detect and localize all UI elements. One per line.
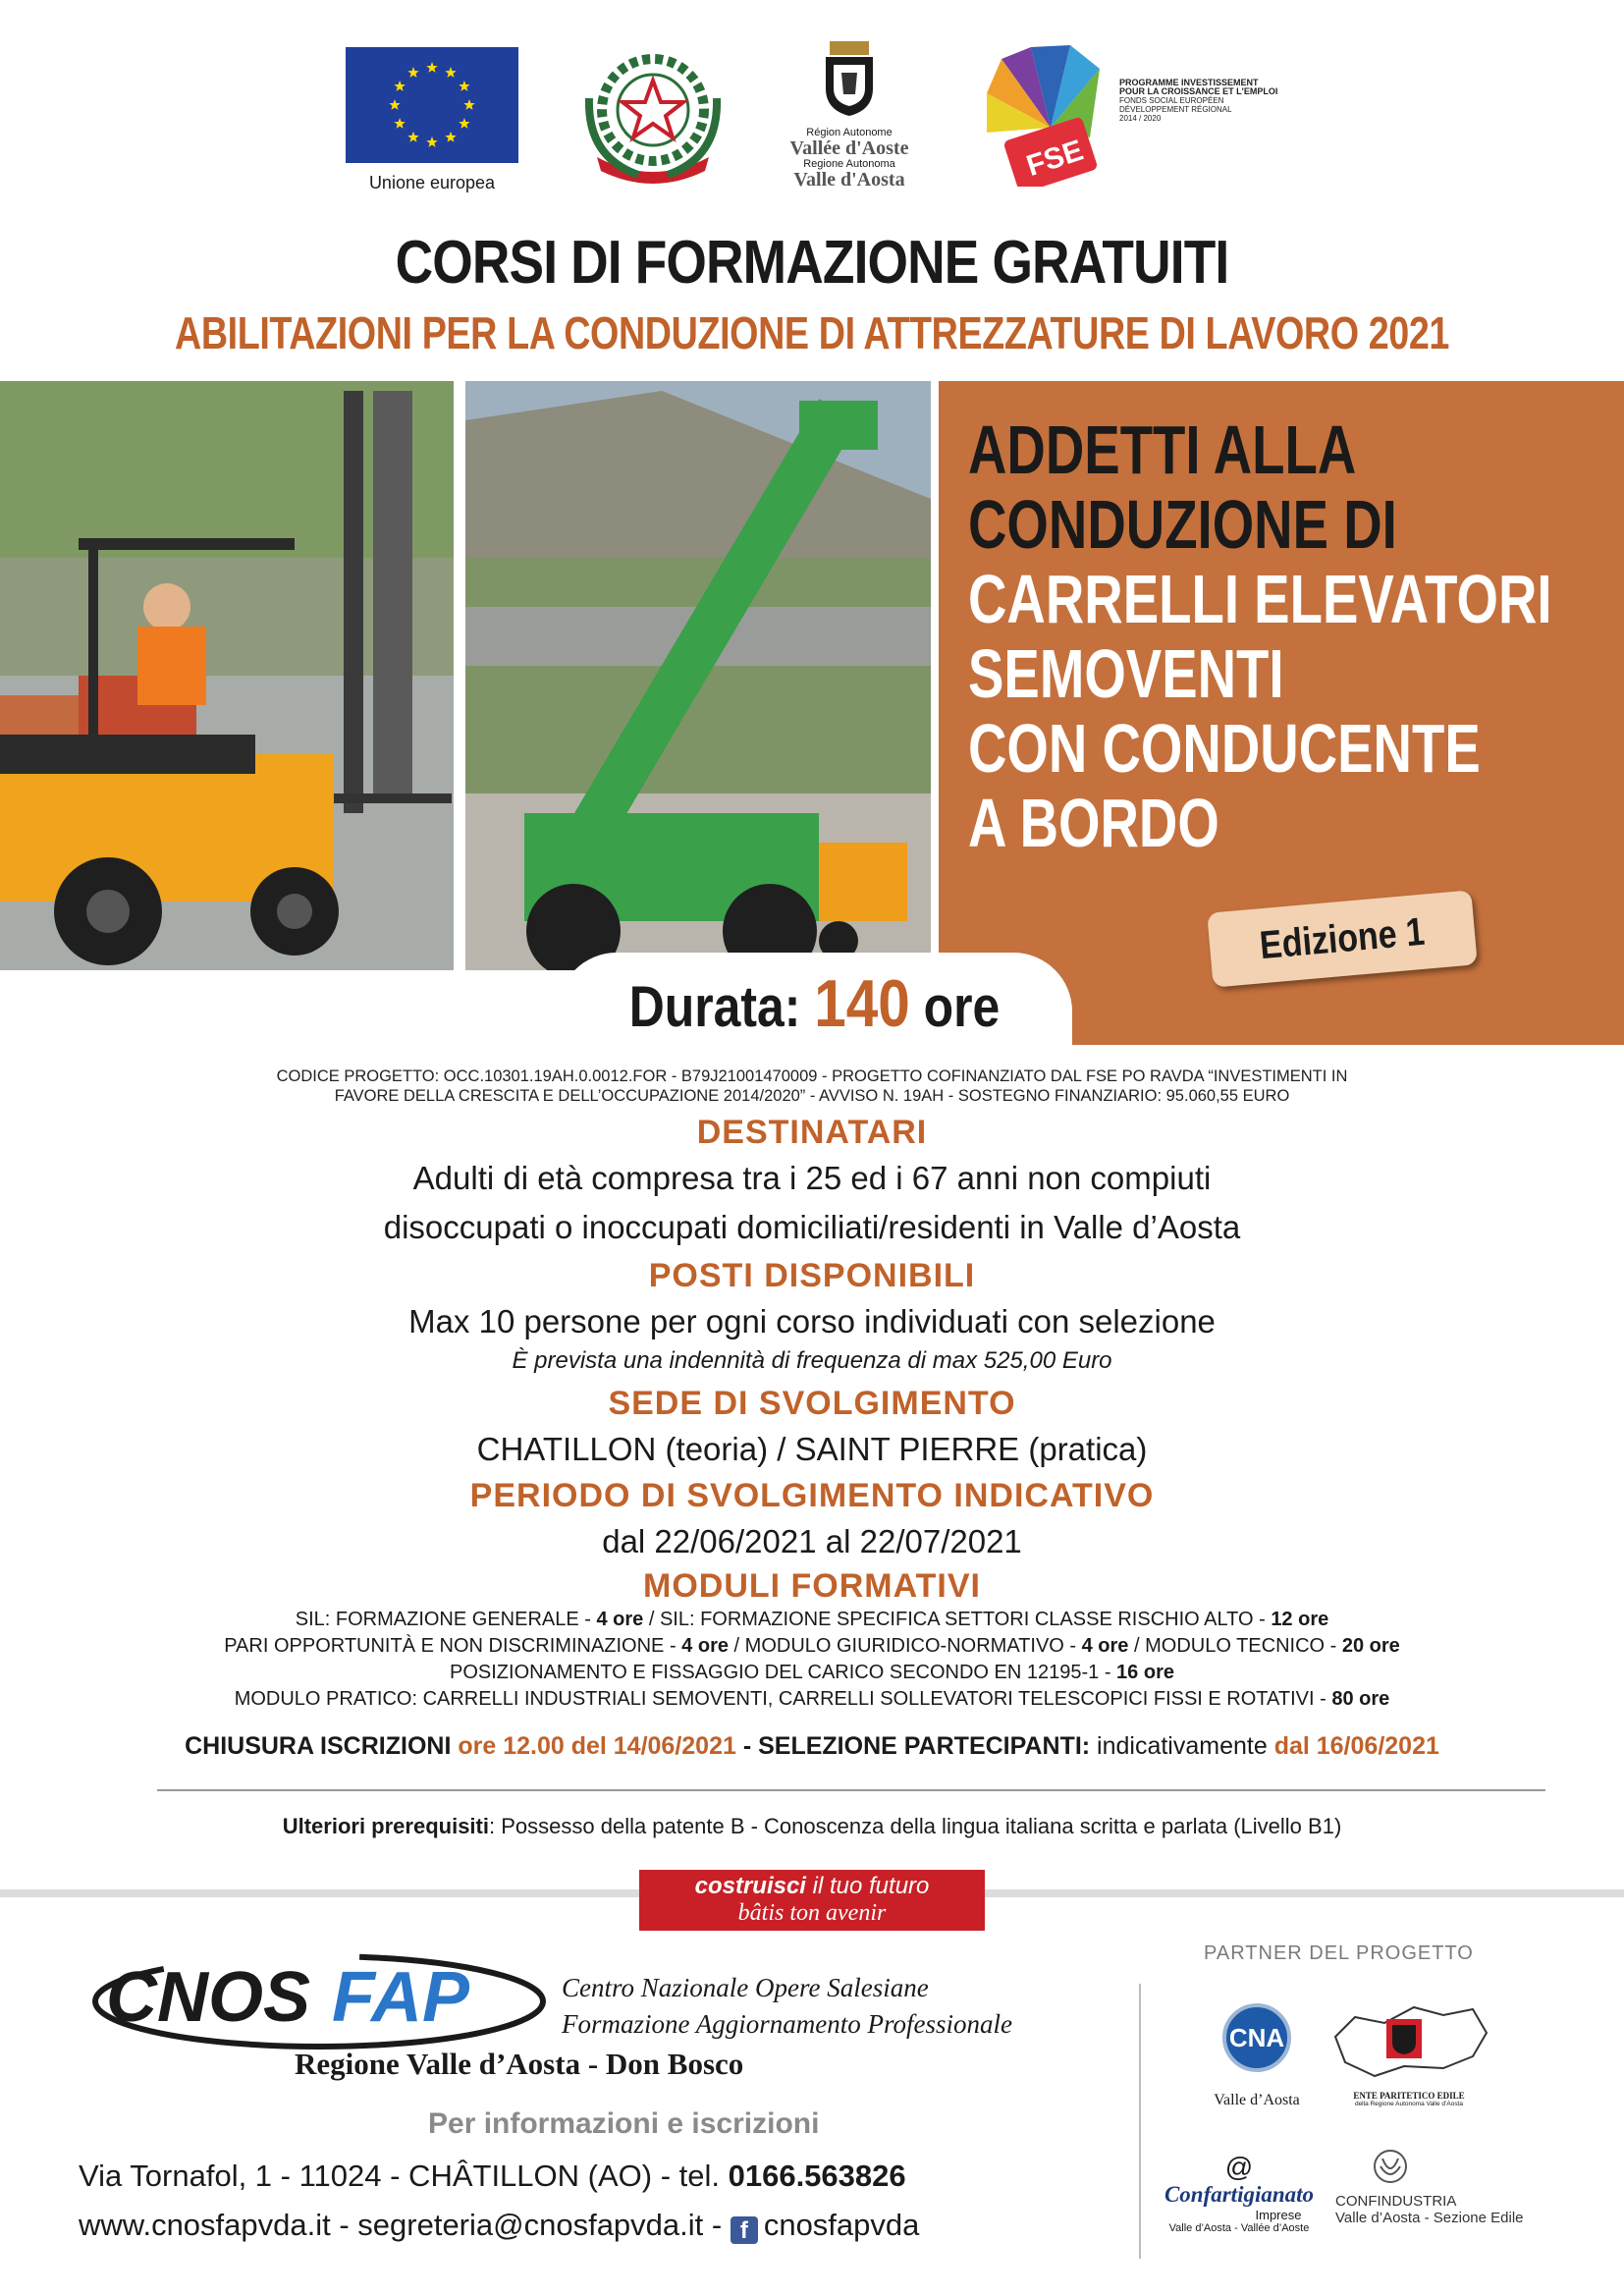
periodo-heading: PERIODO DI SVOLGIMENTO INDICATIVO <box>469 1477 1155 1514</box>
eu-caption: Unione europea <box>368 173 496 192</box>
cnosfap-logo <box>88 1942 550 2050</box>
confartigianato-name: Confartigianato <box>1164 2182 1315 2207</box>
moduli-l1-hours-a: 4 ore <box>596 1609 644 1630</box>
moduli-l4-a: MODULO PRATICO: CARRELLI INDUSTRIALI SEMOVENTI, CARRELLI SOLLEVATORI TELESCOPICI FISSI E ROTATIVI - <box>234 1688 1332 1710</box>
confindustria-logo <box>1335 2149 1561 2226</box>
moduli-l2-a: PARI OPPORTUNITÀ E NON DISCRIMINAZIONE - <box>224 1635 682 1657</box>
fse-logo <box>982 39 1296 196</box>
course-title-light <box>968 562 1552 860</box>
posti-line: Max 10 persone per ogni corso individuati con selezione <box>408 1303 1216 1339</box>
slogan-banner <box>639 1870 985 1931</box>
posti-heading: POSTI DISPONIBILI <box>648 1257 976 1294</box>
selection-label: - SELEZIONE PARTECIPANTI: <box>735 1732 1098 1760</box>
project-code-line-1: CODICE PROGETTO: OCC.10301.19AH.0.0012.FOR - B79J21001470009 - PROGETTO COFINANZIATO DAL FSE PO RAVDA “INVESTIMENTI IN <box>276 1067 1348 1085</box>
facebook-handle[interactable]: cnosfapvda <box>763 2208 920 2242</box>
fse-line-4: DÉVELOPPEMENT RÉGIONAL <box>1119 105 1232 114</box>
eu-star-icon <box>389 99 400 110</box>
slogan-bold: costruisci <box>694 1873 806 1899</box>
confindustria-icon <box>1373 2149 1408 2184</box>
web-and-email[interactable]: www.cnosfapvda.it - segreteria@cnosfapvda.it - <box>79 2208 731 2242</box>
cna-mark: CNA <box>1222 2003 1291 2072</box>
phone-number[interactable]: 0166.563826 <box>728 2159 906 2193</box>
cnosfap-subtitle-2: Formazione Aggiornamento Professionale <box>562 2009 1012 2039</box>
fse-text <box>1119 79 1286 123</box>
moduli-l2-e: / MODULO TECNICO - <box>1128 1635 1342 1657</box>
moduli-l4-hours: 80 ore <box>1331 1688 1390 1710</box>
moduli-l3-hours: 16 ore <box>1116 1662 1174 1683</box>
cna-logo <box>1198 2003 1316 2108</box>
eu-star-icon <box>407 132 418 142</box>
valle-daosta-logo <box>776 39 923 206</box>
ente-paritetico-logo <box>1326 1997 1492 2115</box>
eu-star-icon <box>407 67 418 78</box>
cnosfap-subtitle <box>562 1970 1012 2043</box>
destinatari-line-1: Adulti di età compresa tra i 25 ed i 67 anni non compiuti <box>412 1160 1212 1196</box>
duration-value: 140 <box>814 966 911 1041</box>
confindustria-sub: Valle d’Aosta - Sezione Edile <box>1335 2210 1524 2226</box>
eu-star-icon <box>459 81 469 91</box>
eu-star-icon <box>463 99 474 110</box>
eu-star-icon <box>426 137 437 147</box>
moduli-line-2 <box>0 1633 1624 1660</box>
course-title-dark <box>968 412 1397 562</box>
duration-banner <box>558 953 1072 1051</box>
telehandler-photo <box>465 381 931 970</box>
indennita-note: È prevista una indennità di frequenza di max 525,00 Euro <box>512 1347 1112 1374</box>
course-title-light-line-4: A BORDO <box>968 785 1219 861</box>
eu-logo <box>346 47 518 204</box>
duration-unit: ore <box>924 975 1001 1039</box>
course-title-light-line-2: SEMOVENTI <box>968 635 1284 712</box>
project-code-line-2: FAVORE DELLA CRESCITA E DELL’OCCUPAZIONE 2014/2020” - AVVISO N. 19AH - SOSTEGNO FINANZIARIO: 95.060,55 EURO <box>334 1087 1290 1105</box>
closing-line <box>0 1732 1624 1761</box>
slogan-rest: il tuo futuro <box>805 1873 930 1899</box>
destinatari-heading: DESTINATARI <box>696 1114 928 1151</box>
moduli-line-4 <box>0 1686 1624 1713</box>
confartigianato-imprese: Imprese <box>1255 2208 1302 2222</box>
moduli-l2-hours-c: 20 ore <box>1341 1635 1400 1657</box>
ente-caption-1: ENTE PARITETICO EDILE <box>1353 2091 1465 2101</box>
destinatari-line-2: disoccupati o inoccupati domiciliati/residenti in Valle d’Aosta <box>383 1209 1241 1245</box>
confartigianato-vda: Valle d’Aosta - Vallée d’Aoste <box>1168 2222 1310 2234</box>
moduli-heading: MODULI FORMATIVI <box>643 1567 981 1605</box>
fse-line-1: PROGRAMME INVESTISSEMENT <box>1119 78 1259 87</box>
project-code <box>147 1066 1477 1106</box>
moduli-l2-hours-b: 4 ore <box>1081 1635 1129 1657</box>
moduli-l2-hours-a: 4 ore <box>681 1635 729 1657</box>
prerequisites-text: : Possesso della patente B - Conoscenza della lingua italiana scritta e parlata (Livello B1) <box>489 1814 1342 1838</box>
vda-map-icon <box>1326 1997 1492 2086</box>
confartigianato-logo <box>1151 2153 1327 2234</box>
duration-label: Durata: <box>629 975 801 1039</box>
moduli-l1-c: / SIL: FORMAZIONE SPECIFICA SETTORI CLASSE RISCHIO ALTO - <box>643 1609 1272 1630</box>
address-text: Via Tornafol, 1 - 11024 - CHÂTILLON (AO) - tel. <box>79 2159 729 2193</box>
cnosfap-logo-text-a: CNOS <box>106 1958 311 2037</box>
sede-line: CHATILLON (teoria) / SAINT PIERRE (pratica) <box>476 1431 1148 1467</box>
cnosfap-logo-text-b: FAP <box>332 1958 470 2037</box>
forklift-photo <box>0 381 454 970</box>
closing-label: CHIUSURA ISCRIZIONI <box>185 1732 459 1760</box>
course-title-dark-line-2: CONDUZIONE DI <box>968 486 1397 563</box>
footer-vertical-divider <box>1139 1984 1141 2259</box>
vda-line-1: Région Autonome <box>806 127 893 138</box>
eu-star-icon <box>394 118 405 129</box>
web-line <box>79 2208 919 2244</box>
partners-heading: PARTNER DEL PROGETTO <box>1204 1942 1474 1964</box>
fse-line-2: POUR LA CROISSANCE ET L'EMPLOI <box>1119 86 1278 96</box>
fse-line-3: FONDS SOCIAL EUROPÉEN <box>1119 96 1224 105</box>
fse-fan-icon <box>982 39 1119 187</box>
sede-heading: SEDE DI SVOLGIMENTO <box>608 1385 1016 1422</box>
moduli-l1-a: SIL: FORMAZIONE GENERALE - <box>295 1609 597 1630</box>
edition-label: Edizione 1 <box>1258 909 1427 968</box>
ente-caption-2: della Regione Autonoma Valle d’Aosta <box>1354 2101 1464 2107</box>
closing-deadline: ore 12.00 del 14/06/2021 <box>458 1732 736 1760</box>
cnosfap-subtitle-1: Centro Nazionale Opere Salesiane <box>562 1973 929 2002</box>
slogan-line-1 <box>639 1873 985 1900</box>
eu-flag-icon <box>346 47 518 163</box>
page-title: CORSI DI FORMAZIONE GRATUITI <box>395 229 1229 297</box>
moduli-l1-hours-b: 12 ore <box>1271 1609 1329 1630</box>
confartigianato-at-icon: @ <box>1224 2152 1254 2182</box>
moduli-l3-a: POSIZIONAMENTO E FISSAGGIO DEL CARICO SECONDO EN 12195-1 - <box>450 1662 1117 1683</box>
facebook-icon[interactable]: f <box>731 2216 758 2244</box>
course-title-light-line-3: CON CONDUCENTE <box>968 710 1481 787</box>
address-line <box>79 2159 906 2194</box>
course-title-light-line-1: CARRELLI ELEVATORI <box>968 561 1552 637</box>
info-heading: Per informazioni e iscrizioni <box>428 2107 820 2140</box>
vda-line-2: Vallée d'Aoste <box>789 137 909 159</box>
vda-shield-icon <box>820 39 879 118</box>
duration-text <box>629 953 1001 1059</box>
cnosfap-region: Regione Valle d’Aosta - Don Bosco <box>295 2047 744 2081</box>
prerequisites <box>0 1814 1624 1839</box>
moduli-line-3 <box>0 1660 1624 1686</box>
selection-date: dal 16/06/2021 <box>1273 1732 1439 1760</box>
divider <box>157 1789 1545 1791</box>
vda-line-4: Valle d'Aosta <box>793 169 905 191</box>
eu-star-icon <box>394 81 405 91</box>
selection-approx: indicativamente <box>1097 1732 1274 1760</box>
italian-republic-emblem <box>579 39 727 196</box>
moduli-line-1 <box>0 1607 1624 1633</box>
prerequisites-label: Ulteriori prerequisiti <box>282 1814 489 1838</box>
course-title-dark-line-1: ADDETTI ALLA <box>968 411 1357 488</box>
page-subtitle: ABILITAZIONI PER LA CONDUZIONE DI ATTREZZATURE DI LAVORO 2021 <box>174 307 1450 358</box>
cna-caption: Valle d’Aosta <box>1214 2092 1300 2108</box>
logo-row <box>0 39 1624 211</box>
slogan-line-2: bâtis ton avenir <box>737 1900 887 1926</box>
confindustria-name: CONFINDUSTRIA <box>1335 2193 1457 2210</box>
hero-section <box>0 381 1624 1049</box>
fse-badge: FSE <box>1022 134 1088 184</box>
moduli-l2-c: / MODULO GIURIDICO-NORMATIVO - <box>728 1635 1082 1657</box>
eu-star-icon <box>459 118 469 129</box>
periodo-line: dal 22/06/2021 al 22/07/2021 <box>602 1523 1022 1559</box>
eu-star-icon <box>445 67 456 78</box>
eu-star-icon <box>445 132 456 142</box>
fse-line-5: 2014 / 2020 <box>1119 114 1162 123</box>
eu-star-icon <box>426 62 437 73</box>
vda-line-3: Regione Autonoma <box>803 158 895 170</box>
